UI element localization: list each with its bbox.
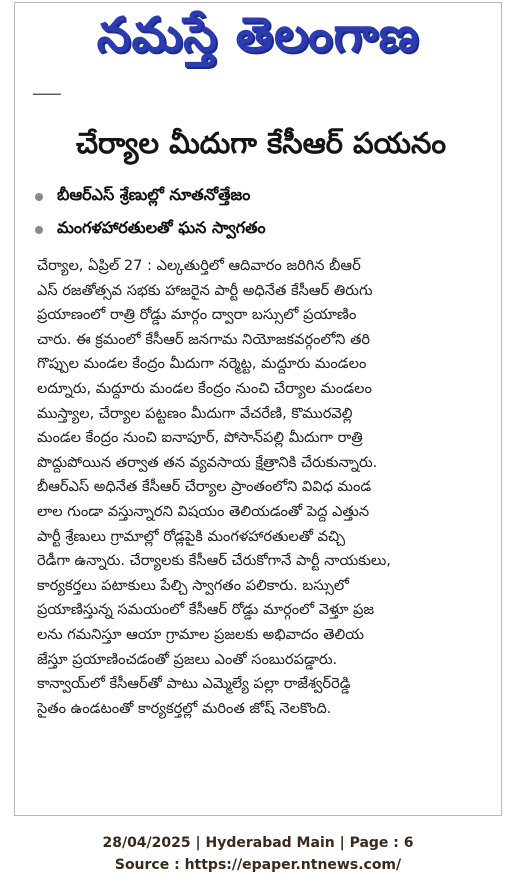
body-line: ప్రయాణిస్తున్న సమయంలో కేసీఆర్ రోడ్డు మార్గంలో వెళ్తూ ప్రజ: [37, 601, 375, 619]
body-line: బీఆర్ఎస్ అధినేత కేసీఆర్ చేర్యాల ప్రాంతంలోని వివిధ మండ: [37, 478, 372, 496]
kicker-mark: ▔▔▔▔: [33, 95, 61, 105]
body-line: మండల కేంద్రం నుంచి ఐనాపూర్, పోసాన్‌పల్లి మీదుగా రాత్రి: [37, 429, 363, 447]
article-headline: చేర్యాల మీదుగా కేసీఆర్ పయనం: [75, 126, 447, 160]
body-line: సైతం ఉండటంతో కార్యకర్తల్లో మరింత జోష్ నెలకొంది.: [37, 699, 332, 717]
body-line: చేర్యాల, ఏప్రిల్ 27 : ఎల్కతుర్తిలో ఆదివారం జరిగిన బీఆర్: [37, 257, 361, 274]
newspaper-masthead: నమస్తే తెలంగాణ: [96, 7, 420, 63]
bullet-icon: [35, 193, 43, 201]
subheading-bullets: [35, 180, 485, 246]
bullet-item: [35, 213, 485, 246]
body-line: ప్రయాణంలో రాత్రి రోడ్డు మార్గం ద్వారా బస్సులో ప్రయాణిం: [37, 306, 357, 324]
body-line: రెడీగా ఉన్నారు. చేర్యాలకు కేసీఆర్ చేరుకోగానే పార్టీ నాయకులు,: [37, 552, 391, 570]
body-line: లాల గుండా వస్తున్నారని విషయం తెలియడంతో పెద్ద ఎత్తున: [37, 502, 370, 520]
bullet-item: [35, 180, 485, 213]
edition-info: 28/04/2025 | Hyderabad Main | Page : 6: [102, 835, 414, 851]
body-line: పార్టీ శ్రేణులు గ్రామాల్లో రోడ్లపైకి మంగళహారతులతో వచ్చి: [37, 527, 346, 545]
bullet-text: బీఆర్ఎస్ శ్రేణుల్లో నూతనోత్తేజం: [57, 185, 251, 204]
body-line: గొప్పుల మండల కేంద్రం మీదుగా నర్మెట్ట, మద్దూరు మండలం: [37, 355, 367, 373]
body-line: కాన్వాయ్‌లో కేసీఆర్‌తో పాటు ఎమ్మెల్యే పల్లా రాజేశ్వర్‌రెడ్డి: [37, 675, 351, 693]
bullet-text: మంగళహారతులతో ఘన స్వాగతం: [57, 218, 266, 237]
page-footer: [0, 832, 516, 876]
body-line: ముస్త్యాల, చేర్యాల పట్టణం మీదుగా వేచరేణి, కొమురవెల్లి: [37, 404, 353, 422]
body-line: చారు. ఈ క్రమంలో కేసీఆర్ జనగామ నియోజకవర్గంలోని తరి: [37, 330, 371, 348]
article-body: [37, 254, 489, 721]
body-line: పొద్దుపోయిన తర్వాత తన వ్యవసాయ క్షేత్రానికి చేరుకున్నారు.: [37, 453, 378, 471]
source-link[interactable]: Source : https://epaper.ntnews.com/: [114, 857, 402, 873]
newspaper-clipping: [14, 2, 502, 816]
bullet-icon: [35, 226, 43, 234]
body-line: జేస్తూ ప్రయాణించడంతో ప్రజలు ఎంతో సంబురపడ్డారు.: [37, 650, 338, 668]
body-line: లను గమనిస్తూ ఆయా గ్రామాల ప్రజలకు అభివాదం తెలియ: [37, 625, 365, 643]
body-line: కార్యకర్తలు పటాకులు పేల్చి స్వాగతం పలికారు. బస్సులో: [37, 576, 349, 594]
body-line: ఎస్ రజతోత్సవ సభకు హాజరైన పార్టీ అధినేత కేసీఆర్ తిరుగు: [37, 281, 373, 299]
body-line: లద్నూరు, మద్దూరు మండల కేంద్రం నుంచి చేర్యాల మండలం: [37, 379, 372, 397]
